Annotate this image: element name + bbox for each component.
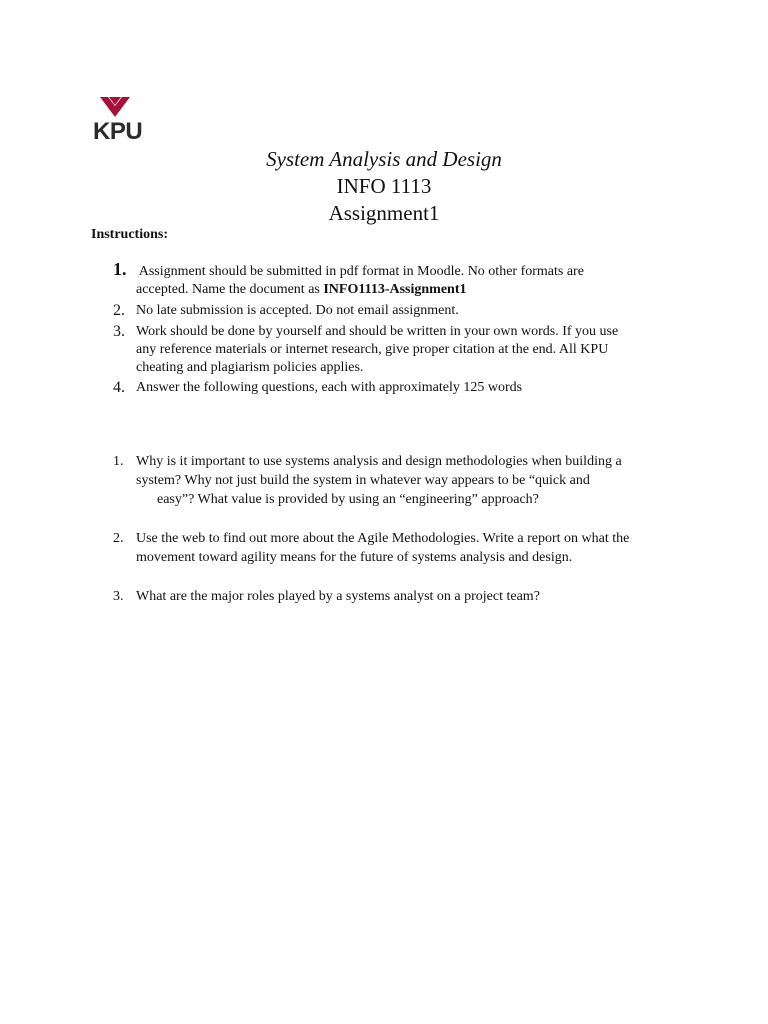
question-text (136, 452, 696, 509)
instruction-line: accepted. Name the document as (136, 282, 324, 297)
document-filename: INFO1113-Assignment1 (323, 282, 467, 297)
course-name-title: System Analysis and Design (266, 147, 502, 171)
instruction-number: 3. (113, 323, 125, 340)
question-number: 3. (113, 589, 124, 604)
instruction-line: No late submission is accepted. Do not email assignment. (136, 303, 459, 318)
instruction-line: Answer the following questions, each with approximately 125 words (136, 380, 523, 395)
instruction-number: 4. (113, 379, 125, 396)
kpu-logo (93, 97, 149, 149)
course-code-title: INFO 1113 (336, 174, 432, 198)
instruction-line: Assignment should be submitted in pdf format in Moodle. No other formats are (136, 264, 584, 279)
instruction-text (136, 379, 676, 397)
instruction-text (136, 302, 676, 320)
question-line: Why is it important to use systems analysis and design methodologies when building a (136, 454, 622, 469)
question-line: system? Why not just build the system in whatever way appears to be “quick and (136, 473, 590, 488)
question-line: easy”? What value is provided by using an “engineering” approach? (157, 492, 539, 507)
instruction-text (136, 263, 676, 299)
instruction-number: 1. (113, 259, 127, 279)
instructions-heading: Instructions: (91, 227, 169, 242)
kpu-chevron-mark-icon (100, 97, 130, 119)
instruction-line-with-filename (136, 281, 676, 299)
instruction-text (136, 323, 676, 377)
question-number: 1. (113, 454, 124, 469)
question-text (136, 587, 696, 606)
instruction-number: 2. (113, 302, 125, 319)
question-number: 2. (113, 531, 124, 546)
question-line: Use the web to find out more about the Agile Methodologies. Write a report on what the (136, 531, 630, 546)
instruction-line: any reference materials or internet research, give proper citation at the end. All KPU (136, 342, 609, 357)
instruction-line: cheating and plagiarism policies applies. (136, 360, 364, 375)
assignment-title: Assignment1 (328, 201, 440, 225)
question-line: movement toward agility means for the future of systems analysis and design. (136, 550, 573, 565)
question-text (136, 529, 696, 567)
logo-text: KPU (93, 118, 143, 145)
instruction-line: Work should be done by yourself and should be written in your own words. If you use (136, 324, 619, 339)
question-line: What are the major roles played by a systems analyst on a project team? (136, 589, 540, 604)
